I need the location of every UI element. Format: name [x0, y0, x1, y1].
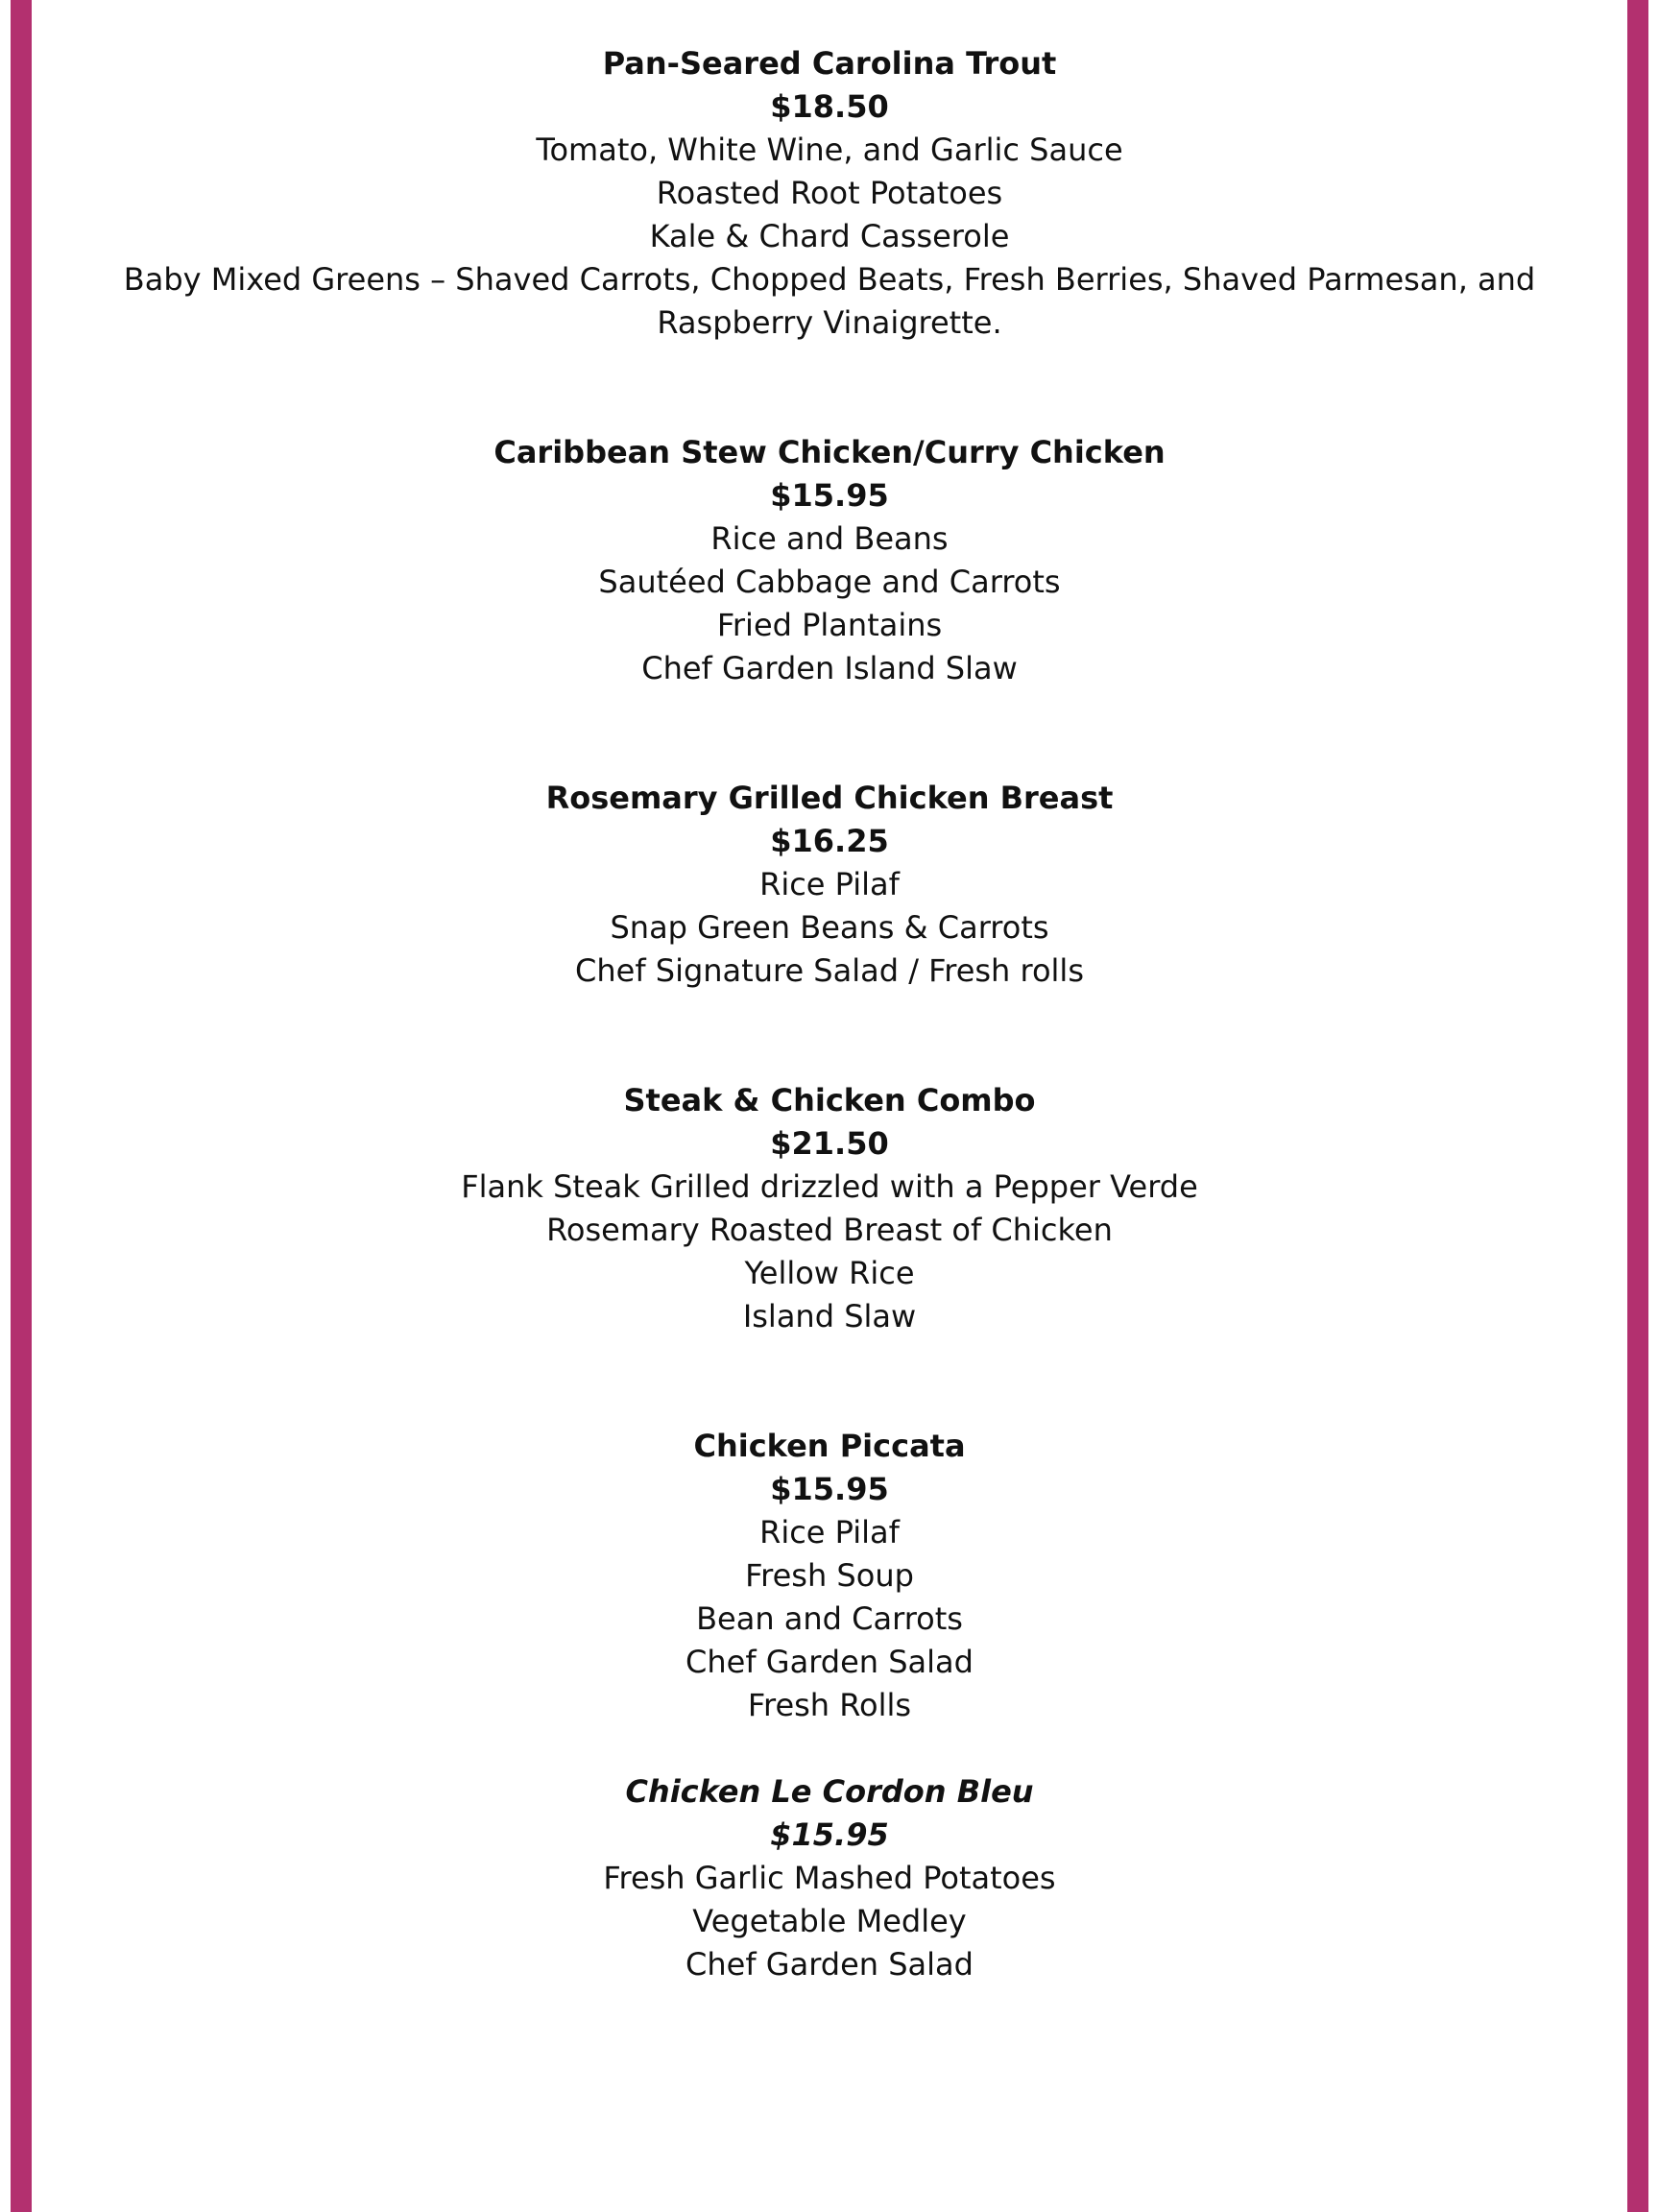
item-name: Chicken Le Cordon Bleu [625, 1773, 1034, 1810]
item-price: $15.95 [770, 477, 889, 514]
item-name: Caribbean Stew Chicken/Curry Chicken [493, 434, 1166, 470]
item-line: Kale & Chard Casserole [649, 218, 1010, 254]
item-price: $21.50 [770, 1125, 889, 1162]
item-line: Roasted Root Potatoes [656, 175, 1003, 211]
item-line: Rosemary Roasted Breast of Chicken [546, 1212, 1113, 1248]
menu-item-chicken-piccata [105, 1425, 1554, 1727]
item-line: Rice Pilaf [759, 866, 900, 902]
item-name: Pan-Seared Carolina Trout [602, 45, 1057, 82]
item-line: Tomato, White Wine, and Garlic Sauce [536, 132, 1123, 168]
item-line: Yellow Rice [744, 1255, 915, 1291]
item-line: Chef Garden Salad [685, 1644, 974, 1680]
menu-item-rosemary-chicken [105, 777, 1554, 993]
item-line: Fresh Garlic Mashed Potatoes [603, 1860, 1056, 1896]
spacer [0, 1727, 1659, 1770]
menu-list [0, 42, 1659, 1986]
item-line: Snap Green Beans & Carrots [610, 909, 1049, 946]
item-price: $16.25 [770, 823, 889, 859]
item-line: Vegetable Medley [692, 1903, 967, 1939]
item-line: Chef Garden Island Slaw [641, 650, 1018, 686]
item-line: Chef Garden Salad [685, 1946, 974, 1983]
menu-item-trout [105, 42, 1554, 345]
menu-item-cordon-bleu [105, 1770, 1554, 1986]
spacer [0, 993, 1659, 1079]
menu-item-steak-chicken-combo [105, 1079, 1554, 1338]
item-line: Baby Mixed Greens – Shaved Carrots, Chopped Beats, Fresh Berries, Shaved Parmesan, and Raspberry Vinaigrette. [123, 261, 1536, 341]
item-line: Fresh Rolls [747, 1687, 912, 1723]
item-price: $18.50 [770, 88, 889, 125]
menu-item-caribbean-chicken [105, 431, 1554, 690]
item-line: Bean and Carrots [696, 1600, 963, 1637]
item-line: Fresh Soup [745, 1557, 914, 1594]
item-line: Chef Signature Salad / Fresh rolls [575, 952, 1084, 989]
item-line: Fried Plantains [716, 607, 943, 643]
spacer [0, 1338, 1659, 1425]
spacer [0, 345, 1659, 431]
item-line: Rice and Beans [710, 520, 949, 557]
item-name: Steak & Chicken Combo [623, 1082, 1036, 1118]
item-line: Sautéed Cabbage and Carrots [598, 564, 1061, 600]
item-line: Flank Steak Grilled drizzled with a Pepper Verde [461, 1168, 1198, 1205]
item-name: Rosemary Grilled Chicken Breast [545, 780, 1114, 816]
spacer [0, 690, 1659, 777]
item-price: $15.95 [770, 1471, 889, 1507]
item-name: Chicken Piccata [693, 1428, 966, 1464]
item-price: $15.95 [770, 1816, 889, 1853]
item-line: Island Slaw [742, 1298, 917, 1334]
item-line: Rice Pilaf [759, 1514, 900, 1551]
